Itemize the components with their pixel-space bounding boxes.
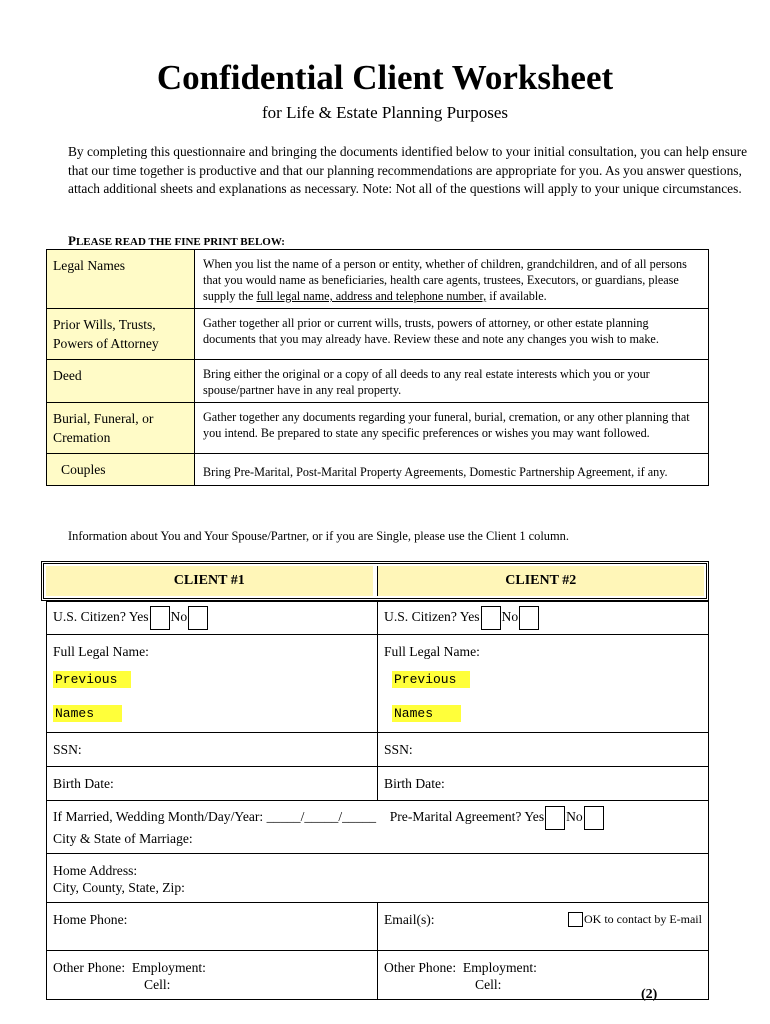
info-note: Information about You and Your Spouse/Partner, or if you are Single, please use the Client 1 column. [68,529,569,543]
citizen-label: U.S. Citizen? Yes [53,609,149,625]
previous-label: Previous [392,671,470,688]
no-label: No [566,809,583,825]
row-label: Deed [47,360,195,403]
client-header [41,561,709,601]
row-text: When you list the name of a person or entity, whether of children, grandchildren, and of all persons that you would name as beneficiaries, health care agents, trustees, Executors, or guardians, please supply the full legal name, address and telephone number, if available. [195,250,709,309]
home-address-label: Home Address: [53,863,138,878]
no-label: No [501,609,519,625]
row-text: Gather together all prior or current wills, trusts, powers of attorney, or other estate planning documents that you may already have. Review these and note any changes you wish to make. [195,309,709,360]
birth-date-field[interactable]: Birth Date: [47,767,378,801]
premarital-no-checkbox[interactable] [584,806,604,830]
other-phone-label: Other Phone: [384,960,457,975]
premarital-yes-checkbox[interactable] [545,806,565,830]
citizen-cell-1 [47,602,378,635]
full-legal-name-field[interactable] [378,635,709,733]
fine-print-table [46,249,709,486]
page-title: Confidential Client Worksheet [156,58,614,97]
ok-contact-label: OK to contact by E-mail [584,912,702,926]
row-label: Couples [47,454,195,486]
row-text: Gather together any documents regarding your funeral, burial, cremation, or any other planning that you intend. Be prepared to state any specific preferences or wishes you may want followed. [195,403,709,454]
home-address-field[interactable] [47,854,709,903]
names-label: Names [392,705,461,722]
no-label: No [170,609,188,625]
email-cell[interactable] [378,903,709,951]
home-phone-field[interactable]: Home Phone: [47,903,378,951]
names-label: Names [53,705,122,722]
full-legal-name-label: Full Legal Name: [384,644,480,659]
table-row [47,733,709,767]
other-phone-cell[interactable] [47,951,378,1000]
marriage-cell[interactable] [47,801,709,854]
table-row [47,854,709,903]
row-label: Prior Wills, Trusts, Powers of Attorney [47,309,195,360]
page-number: (2) [641,987,658,1002]
email-label: Email(s): [384,912,435,927]
full-legal-name-field[interactable] [47,635,378,733]
table-row [47,903,709,951]
table-row [47,454,709,486]
other-phone-cell[interactable] [378,951,709,1000]
table-row [47,951,709,1000]
citizen-no-checkbox[interactable] [519,606,539,630]
page-subtitle: for Life & Estate Planning Purposes [262,103,508,122]
client-1-heading: CLIENT #1 [46,566,373,596]
full-legal-name-label: Full Legal Name: [53,644,149,659]
table-row [47,801,709,854]
row-label: Burial, Funeral, or Cremation [47,403,195,454]
wedding-date-label: If Married, Wedding Month/Day/Year: _____/_____/_____ [53,809,377,825]
previous-label: Previous [53,671,131,688]
ssn-field[interactable]: SSN: [378,733,709,767]
city-county-label: City, County, State, Zip: [53,880,185,895]
cell-label: Cell: [475,977,502,992]
citizen-yes-checkbox[interactable] [481,606,501,630]
table-row [47,767,709,801]
table-row [47,602,709,635]
client-2-heading: CLIENT #2 [377,566,705,596]
ok-contact-checkbox[interactable] [568,912,583,927]
employment-label: Employment: [462,960,537,975]
citizen-no-checkbox[interactable] [188,606,208,630]
table-row [47,403,709,454]
citizen-yes-checkbox[interactable] [150,606,170,630]
birth-date-field[interactable]: Birth Date: [378,767,709,801]
row-text: Bring either the original or a copy of all deeds to any real estate interests which you or your spouse/partner have in any real property. [195,360,709,403]
fine-print-heading: PLEASE READ THE FINE PRINT BELOW: [68,233,285,248]
table-row [47,250,709,309]
intro-paragraph: By completing this questionnaire and bringing the documents identified below to your initial consultation, you can help ensure that our time together is productive and that our planning recommendations are appropriate for you. As you answer questions, attach additional sheets and explanations as necessary. Note: Not all of the questions will apply to your unique circumstances. [68,144,748,196]
premarital-label: Pre-Marital Agreement? Yes [389,809,545,825]
city-state-marriage-label: City & State of Marriage: [53,831,193,846]
cell-label: Cell: [144,977,171,992]
client-form-table [46,601,709,1000]
table-row [47,309,709,360]
row-text: Bring Pre-Marital, Post-Marital Property Agreements, Domestic Partnership Agreement, if any. [195,454,709,486]
ssn-field[interactable]: SSN: [47,733,378,767]
table-row [47,360,709,403]
row-label: Legal Names [47,250,195,309]
table-row [47,635,709,733]
citizen-cell-2 [378,602,709,635]
employment-label: Employment: [131,960,206,975]
citizen-label: U.S. Citizen? Yes [384,609,480,625]
other-phone-label: Other Phone: [53,960,126,975]
